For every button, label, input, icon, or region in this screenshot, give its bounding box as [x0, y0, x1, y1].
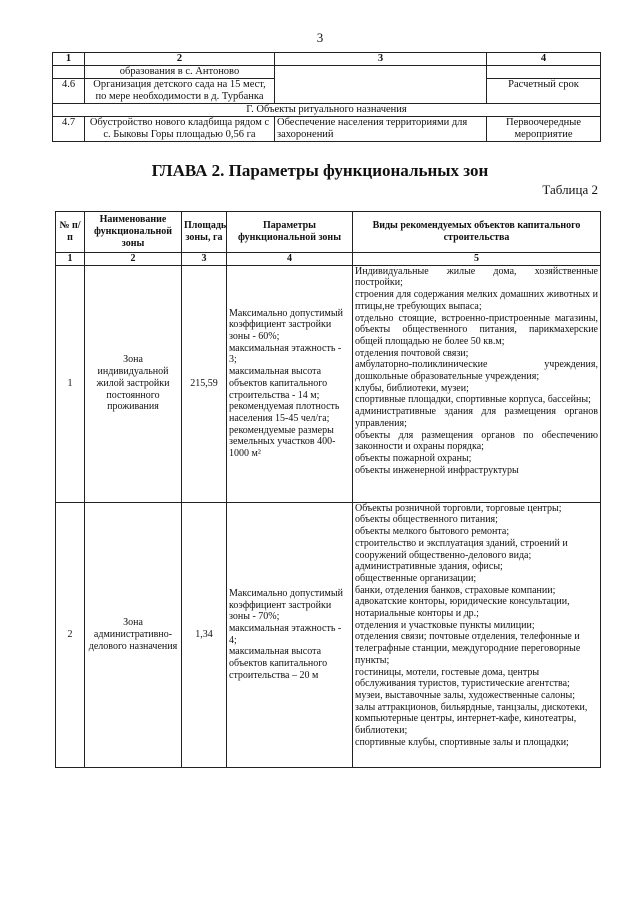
table-row — [53, 66, 601, 79]
object-line: объекты мелкого бытового ремонта; — [355, 526, 510, 538]
row-number: 4.7 — [53, 117, 85, 142]
object-line: Индивидуальные жилые дома, хозяйственные постройки; — [355, 265, 598, 289]
column-number: 1 — [53, 53, 85, 66]
object-line: спортивные клубы, спортивные залы и площадки; — [355, 736, 569, 748]
param-line: Максимально допустимый коэффициент застройки зоны - 60%; — [229, 307, 343, 343]
column-numbers-row — [56, 253, 601, 266]
table-label: Таблица 2 — [542, 182, 598, 197]
param-line: Максимально допустимый коэффициент застройки зоны - 70%; — [229, 587, 343, 623]
measures-table — [52, 52, 601, 142]
column-number: 4 — [487, 53, 601, 66]
measure-period: Расчетный срок — [487, 79, 601, 104]
zone-params — [227, 502, 353, 767]
object-line: отделения почтовой связи; — [355, 347, 469, 359]
header-objects: Виды рекомендуемых объектов капитального строительства — [353, 212, 601, 253]
object-line: отделения связи; почтовые отделения, телефонные и телеграфные станции, междугородние переговорные пункты; — [355, 631, 581, 666]
object-line: Объекты розничной торговли, торговые центры; — [355, 502, 562, 514]
header-name: Наименование функциональной зоны — [85, 212, 182, 253]
table-header-row — [56, 212, 601, 253]
param-line: максимальная этажность - 4; — [229, 623, 342, 646]
object-line: адвокатские конторы, юридические консультации, нотариальные конторы и др.; — [355, 596, 570, 620]
object-line: строительство и эксплуатация зданий, строений и сооружений общественно-делового вида; — [355, 537, 568, 561]
object-line: объекты инженерной инфраструктуры — [355, 464, 519, 476]
page-number: 3 — [316, 30, 324, 45]
object-line: банки, отделения банков, страховые компании; — [355, 584, 556, 596]
column-number: 2 — [85, 253, 182, 266]
measure-name: Организация детского сада на 15 мест, по мере необходимости в д. Турбанка — [85, 79, 275, 104]
column-number: 4 — [227, 253, 353, 266]
param-line: рекомендуемые размеры земельных участков 400-1000 м² — [229, 424, 336, 460]
object-line: клубы, библиотеки, музеи; — [355, 382, 469, 394]
object-line: гостиницы, мотели, гостевые дома, центры обслуживания туристов, туристические агентства; — [355, 666, 570, 690]
object-line: объекты пожарной охраны; — [355, 452, 472, 464]
object-line: общественные организации; — [355, 572, 477, 584]
table-row — [53, 117, 601, 142]
measure-period: Первоочередные мероприятие — [487, 117, 601, 142]
param-line: рекомендуемая плотность населения 15-45 чел/га; — [229, 401, 340, 424]
param-line: максимальная высота объектов капитального строительства – 20 м — [229, 646, 328, 681]
column-number: 2 — [85, 53, 275, 66]
section-title: Г. Объекты ритуального назначения — [53, 104, 601, 117]
object-line: отдельно стоящие, встроенно-пристроенные магазины, объекты общественного питания, парикмахерские общей площадью не более 50 кв.м; — [355, 312, 598, 347]
column-number: 3 — [182, 253, 227, 266]
header-area: Площадь зоны, га — [182, 212, 227, 253]
zone-area: 1,34 — [182, 502, 227, 767]
object-line: спортивные площадки, спортивные корпуса, бассейны; — [355, 394, 591, 406]
object-line: отделения и участковые пункты милиции; — [355, 619, 535, 631]
object-line: объекты для размещения органов по обеспечению законности и охраны порядка; — [355, 429, 598, 453]
column-numbers-row — [53, 53, 601, 66]
param-line: максимальная этажность - 3; — [229, 342, 342, 366]
zone-number: 2 — [56, 502, 85, 767]
object-line: залы аттракционов, бильярдные, танцзалы, дискотеки, компьютерные центры, интернет-кафе, кинотеатры, библиотеки; — [355, 701, 588, 737]
header-num: № п/п — [56, 212, 85, 253]
zone-params — [227, 265, 353, 502]
object-line: объекты общественного питания; — [355, 514, 498, 526]
zone-objects — [353, 502, 601, 767]
row-number: 4.6 — [53, 79, 85, 104]
object-line: строения для содержания мелких домашних животных и птицы,не требующих выпаса; — [355, 289, 598, 312]
measure-name: Обустройство нового кладбища рядом с с. Быковы Горы площадью 0,56 га — [85, 117, 275, 142]
param-line: максимальная высота объектов капитального строительства - 14 м; — [229, 366, 328, 401]
object-line: музеи, выставочные залы, художественные салоны; — [355, 689, 575, 701]
column-number: 5 — [353, 253, 601, 266]
measure-name: образования в с. Антоново — [85, 66, 275, 79]
zone-row — [56, 265, 601, 502]
measure-purpose: Обеспечение населения территориями для захоронений — [275, 117, 487, 142]
section-row — [53, 104, 601, 117]
object-line: административные здания для размещения органов управления; — [355, 406, 598, 429]
chapter-title: ГЛАВА 2. Параметры функциональных зон — [151, 161, 489, 180]
zone-objects — [353, 265, 601, 502]
zone-name: Зона административно-делового назначения — [85, 502, 182, 767]
column-number: 3 — [275, 53, 487, 66]
zone-number: 1 — [56, 265, 85, 502]
zone-area: 215,59 — [182, 265, 227, 502]
zone-row — [56, 502, 601, 767]
column-number: 1 — [56, 253, 85, 266]
header-params: Параметры функциональной зоны — [227, 212, 353, 253]
zones-table — [55, 211, 601, 768]
zone-name: Зона индивидуальной жилой застройки постоянного проживания — [85, 265, 182, 502]
object-line: амбулаторно-поликлинические учреждения, дошкольные образовательные учреждения; — [355, 359, 598, 383]
object-line: административные здания, офисы; — [355, 561, 503, 573]
